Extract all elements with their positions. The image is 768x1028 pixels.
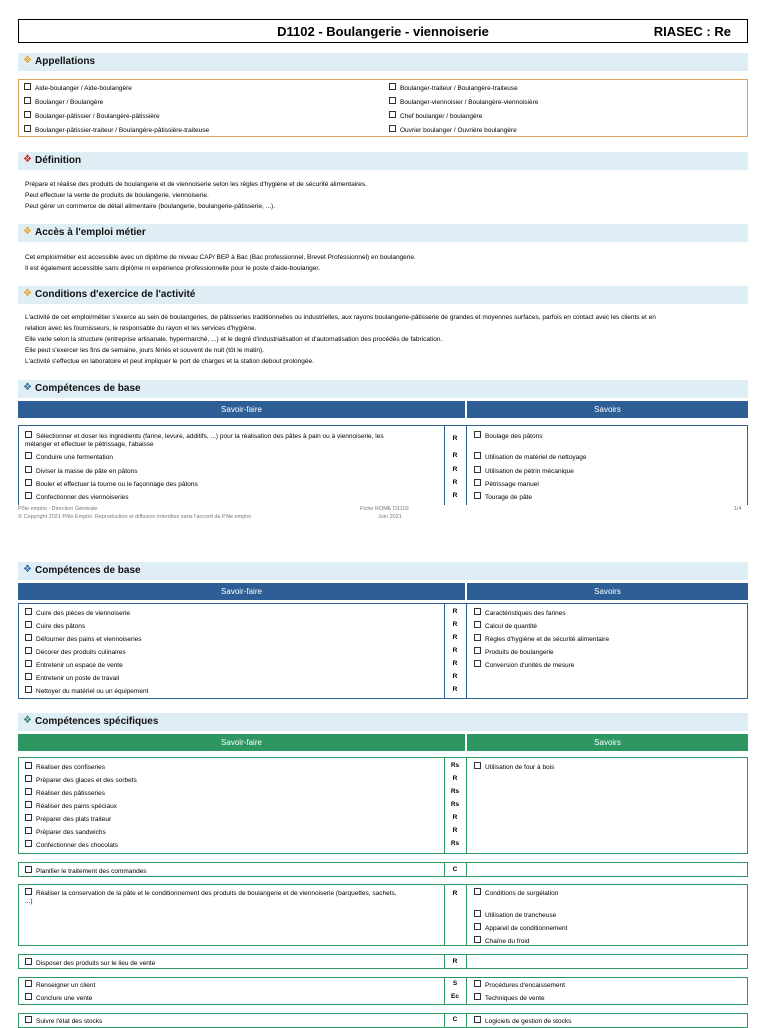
knowledge-row: Calcul de quantité — [474, 621, 537, 630]
skill-row: Entretenir un espace de vente — [25, 660, 123, 669]
skill-code: Rs — [450, 762, 460, 769]
skill-code: R — [452, 634, 458, 641]
skill-code: R — [452, 621, 458, 628]
knowledge-row: Procédures d'encaissement — [474, 980, 565, 989]
section-title: Compétences spécifiques — [35, 716, 159, 727]
skill-code: R — [452, 814, 458, 821]
appellations-left — [24, 82, 209, 138]
diamond-bullet-icon: ❖ — [23, 288, 32, 299]
skill-row: Réaliser des confiseries — [25, 762, 105, 771]
skill-row: Conclure une vente — [25, 993, 92, 1002]
section-title: Appellations — [35, 56, 96, 67]
appellation-item: Boulanger / Boulangère — [24, 96, 209, 110]
knowledge-row: Conversion d'unités de mesure — [474, 660, 574, 669]
checkbox-icon — [474, 1016, 481, 1023]
skill-code: R — [452, 890, 458, 897]
skill-code: C — [452, 1016, 458, 1023]
appellation-item: Ouvrier boulanger / Ouvrière boulangère — [389, 124, 538, 138]
appellation-item: Aide-boulanger / Aide-boulangère — [24, 82, 209, 96]
skill-code: R — [452, 435, 458, 442]
checkbox-icon — [24, 111, 31, 118]
skill-row: Disposer des produits sur le lieu de vente — [25, 958, 155, 967]
section-title: Compétences de base — [35, 383, 141, 394]
knowledge-row: Chaîne du froid — [474, 936, 529, 945]
diamond-bullet-icon: ❖ — [23, 154, 32, 165]
knowledge-row: Utilisation de four à bois — [474, 762, 554, 771]
skill-row: Planifier le traitement des commandes — [25, 866, 147, 875]
checkbox-icon — [474, 910, 481, 917]
savoir-faire-header: Savoir-faire — [18, 734, 465, 751]
skill-code: Rs — [450, 788, 460, 795]
skill-row: Préparer des glaces et des sorbets — [25, 775, 137, 784]
column-divider — [466, 862, 467, 877]
section-competences-base — [18, 380, 748, 398]
checkbox-icon — [25, 958, 32, 965]
checkbox-icon — [25, 634, 32, 641]
checkbox-icon — [474, 888, 481, 895]
skill-code: C — [452, 866, 458, 873]
checkbox-icon — [25, 762, 32, 769]
checkbox-icon — [25, 673, 32, 680]
checkbox-icon — [24, 83, 31, 90]
checkbox-icon — [474, 634, 481, 641]
checkbox-icon — [474, 762, 481, 769]
skill-code: R — [452, 608, 458, 615]
diamond-bullet-icon: ❖ — [23, 55, 32, 66]
checkbox-icon — [25, 980, 32, 987]
appellation-item: Boulanger-viennoisier / Boulangère-viennoisière — [389, 96, 538, 110]
skill-row: Réaliser des pains spéciaux — [25, 801, 117, 810]
checkbox-icon — [474, 647, 481, 654]
skill-row: Confectionner des chocolats — [25, 840, 118, 849]
diamond-bullet-icon: ❖ — [23, 564, 32, 575]
checkbox-icon — [25, 660, 32, 667]
appellation-item: Boulanger-pâtissier / Boulangère-pâtissière — [24, 110, 209, 124]
savoirs-header: Savoirs — [467, 734, 748, 751]
diamond-bullet-icon: ❖ — [23, 226, 32, 237]
checkbox-icon — [25, 492, 32, 499]
page-title: D1102 - Boulangerie - viennoiserie — [277, 24, 489, 39]
checkbox-icon — [25, 479, 32, 486]
diamond-bullet-icon: ❖ — [23, 715, 32, 726]
checkbox-icon — [25, 466, 32, 473]
skill-row: Réaliser des pâtisseries — [25, 788, 105, 797]
column-divider — [466, 977, 467, 1005]
acces-text: Cet emploi/métier est accessible avec un diplôme de niveau CAP/ BEP à Bac (Bac professionnel, Brevet Professionnel) en boulangerie. Il est également accessible sans diplôme ni expérience professionnelle pour le poste d'aide-boulanger. — [25, 254, 416, 272]
checkbox-icon — [25, 866, 32, 873]
knowledge-row: Utilisation de pétrin mécanique — [474, 466, 574, 475]
knowledge-row: Tourage de pâte — [474, 492, 532, 501]
checkbox-icon — [474, 452, 481, 459]
checkbox-icon — [389, 111, 396, 118]
savoirs-header: Savoirs — [467, 583, 748, 600]
knowledge-row: Appareil de conditionnement — [474, 923, 567, 932]
knowledge-row: Techniques de vente — [474, 993, 545, 1002]
base2-table — [18, 603, 748, 699]
skill-row: Cuire des pièces de viennoiserie — [25, 608, 130, 617]
skill-code: R — [452, 827, 458, 834]
checkbox-icon — [24, 97, 31, 104]
definition-text: Prépare et réalise des produits de boulangerie et de viennoiserie selon les règles d'hygiène et de sécurité alimentaires. Peut effectuer la vente de produits de boulangerie, viennoiserie. Peut gérer un commerce de détail alimentaire (boulangerie, boulangerie-pâtisserie, ...). — [25, 181, 367, 210]
footer-date: Juin 2021 — [378, 514, 402, 520]
skill-code: R — [452, 660, 458, 667]
checkbox-icon — [474, 936, 481, 943]
section-definition — [18, 152, 748, 170]
checkbox-icon — [25, 608, 32, 615]
skill-row: Suivre l'état des stocks — [25, 1016, 102, 1025]
skill-code: R — [452, 479, 458, 486]
skill-row: Nettoyer du matériel ou un équipement — [25, 686, 148, 695]
section-appellations — [18, 53, 748, 71]
skill-code: S — [452, 980, 458, 987]
savoirs-header: Savoirs — [467, 401, 748, 418]
skill-row: Défourner des pains et viennoiseries — [25, 634, 142, 643]
appellation-item: Chef boulanger / boulangère — [389, 110, 538, 124]
knowledge-row: Boulage des pâtons — [474, 431, 542, 440]
skill-code: R — [452, 686, 458, 693]
knowledge-row: Pétrissage manuel — [474, 479, 539, 488]
checkbox-icon — [389, 97, 396, 104]
skill-code: R — [452, 452, 458, 459]
skill-code: Ec — [451, 993, 459, 1000]
appellations-right — [389, 82, 538, 138]
checkbox-icon — [474, 993, 481, 1000]
section-title: Définition — [35, 155, 82, 166]
checkbox-icon — [25, 431, 32, 438]
footer-org: Pôle emploi - Direction Générale — [18, 506, 98, 512]
footer-copyright: © Copyright 2021 Pôle Emploi. Reproduction et diffusion interdites sans l'accord de Pôle emploi — [18, 514, 251, 520]
skill-row: Bouler et effectuer la tourne ou le façonnage des pâtons — [25, 479, 198, 488]
footer-fiche: Fiche ROME D1102 — [360, 506, 409, 512]
skill-row: Renseigner un client — [25, 980, 95, 989]
skill-row: Préparer des plats traiteur — [25, 814, 111, 823]
skill-row: Conduire une fermentation — [25, 452, 113, 461]
section-competences-specifiques — [18, 713, 748, 731]
checkbox-icon — [25, 888, 32, 895]
column-divider — [466, 757, 467, 854]
title-box — [18, 19, 748, 43]
appellation-item: Boulanger-traiteur / Boulangère-traiteuse — [389, 82, 538, 96]
specific-skills-table — [18, 1013, 748, 1028]
knowledge-row: Utilisation de trancheuse — [474, 910, 556, 919]
skill-code: R — [452, 647, 458, 654]
knowledge-row: Conditions de surgélation — [474, 888, 558, 897]
checkbox-icon — [25, 840, 32, 847]
riasec-code: RIASEC : Re — [653, 24, 731, 39]
checkbox-icon — [474, 980, 481, 987]
checkbox-icon — [25, 801, 32, 808]
checkbox-icon — [389, 83, 396, 90]
knowledge-row: Règles d'hygiène et de sécurité alimentaire — [474, 634, 609, 643]
skill-row: Réaliser la conservation de la pâte et le conditionnement des produits de boulangerie et de viennoiserie (barquettes, sachets, ...) — [25, 890, 397, 905]
conditions-text: L'activité de cet emploi/métier s'exerce au sein de boulangeries, de pâtisseries traditionnelles ou industrielles, aux rayons boulangerie-pâtisserie de grandes et moyennes surfaces, parfois en contact avec les clients et en relation avec les fournisseurs, le responsable du rayon et les services d'hygiène. Elle varie selon la structure (entreprise artisanale, hypermarché, ...) et le degré d'industrialisation et d'automatisation des procédés de fabrication. Elle peut s'exercer les fins de semaine, jours fériés et souvent de nuit (tôt le matin). L'activité s'effectue en laboratoire et peut impliquer le port de charges et la station debout prolongée. — [25, 314, 656, 365]
skill-row: Préparer des sandwichs — [25, 827, 106, 836]
section-title: Compétences de base — [35, 565, 141, 576]
knowledge-row: Logiciels de gestion de stocks — [474, 1016, 571, 1025]
skill-code: Rs — [450, 801, 460, 808]
checkbox-icon — [474, 479, 481, 486]
column-divider — [466, 884, 467, 946]
appellations-box — [18, 79, 748, 137]
checkbox-icon — [25, 775, 32, 782]
diamond-bullet-icon: ❖ — [23, 382, 32, 393]
specific-skills-table — [18, 757, 748, 854]
skill-row: Décorer des produits culinaires — [25, 647, 126, 656]
column-divider — [466, 954, 467, 969]
column-divider — [466, 425, 467, 505]
checkbox-icon — [474, 466, 481, 473]
savoir-faire-header: Savoir-faire — [18, 583, 465, 600]
skill-code: R — [452, 775, 458, 782]
checkbox-icon — [474, 492, 481, 499]
skill-code: R — [452, 466, 458, 473]
skill-row: Sélectionner et doser les ingrédients (farine, levure, additifs, ...) pour la réalisation des pâtes à pain ou à viennoiserie, les mélanger et effectuer le pétrissage, l'abaisse — [25, 433, 384, 448]
checkbox-icon — [474, 621, 481, 628]
footer-page-number: 1/4 — [734, 506, 742, 512]
section-title: Conditions d'exercice de l'activité — [35, 289, 196, 300]
checkbox-icon — [25, 788, 32, 795]
knowledge-row: Caractéristiques des farines — [474, 608, 566, 617]
section-acces — [18, 224, 748, 242]
knowledge-row: Produits de boulangerie — [474, 647, 554, 656]
checkbox-icon — [25, 647, 32, 654]
checkbox-icon — [25, 827, 32, 834]
checkbox-icon — [25, 1016, 32, 1023]
skill-code: R — [452, 673, 458, 680]
skill-code: R — [452, 958, 458, 965]
skill-row: Confectionner des viennoiseries — [25, 492, 129, 501]
skill-code: R — [452, 492, 458, 499]
checkbox-icon — [25, 993, 32, 1000]
checkbox-icon — [25, 814, 32, 821]
savoir-faire-header: Savoir-faire — [18, 401, 465, 418]
appellation-item: Boulanger-pâtissier-traiteur / Boulangère-pâtissière-traiteuse — [24, 124, 209, 138]
checkbox-icon — [389, 125, 396, 132]
checkbox-icon — [474, 608, 481, 615]
skill-row: Diviser la masse de pâte en pâtons — [25, 466, 138, 475]
specific-skills-table — [18, 977, 748, 1005]
column-divider — [466, 1013, 467, 1028]
checkbox-icon — [25, 686, 32, 693]
checkbox-icon — [474, 923, 481, 930]
column-divider — [466, 603, 467, 699]
section-title: Accès à l'emploi métier — [35, 227, 146, 238]
skill-row: Cuire des pâtons — [25, 621, 85, 630]
checkbox-icon — [25, 452, 32, 459]
checkbox-icon — [24, 125, 31, 132]
checkbox-icon — [474, 431, 481, 438]
knowledge-row: Utilisation de matériel de nettoyage — [474, 452, 587, 461]
section-conditions — [18, 286, 748, 304]
skill-row: Entretenir un poste de travail — [25, 673, 119, 682]
checkbox-icon — [25, 621, 32, 628]
checkbox-icon — [474, 660, 481, 667]
section-competences-base-2 — [18, 562, 748, 580]
skill-code: Rs — [450, 840, 460, 847]
